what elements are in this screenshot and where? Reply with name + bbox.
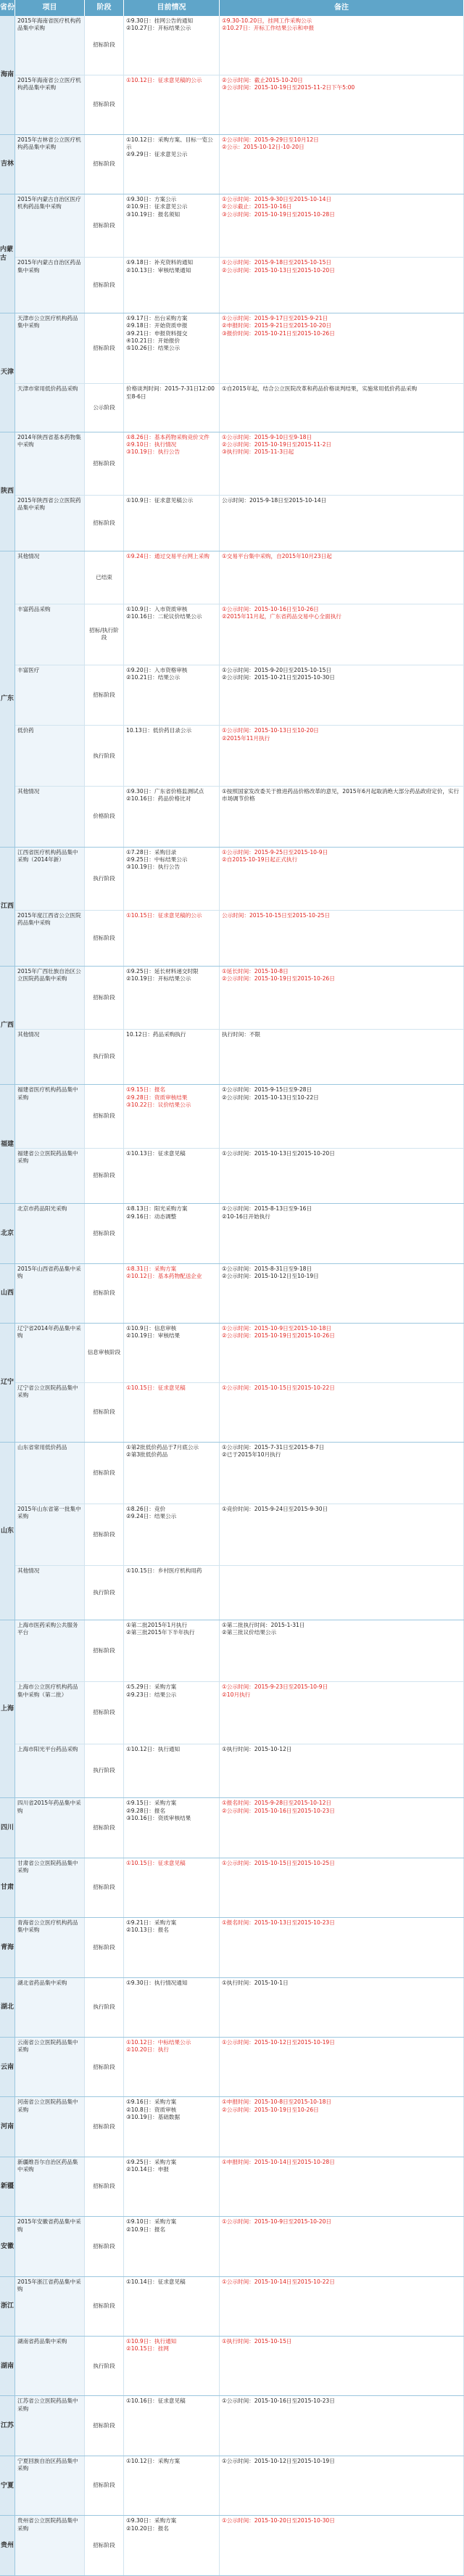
province-group xyxy=(0,1858,464,1918)
remark-cell: ①公示时间：2015-10-13日至10-20日 ②2015年11月执行 xyxy=(220,726,464,786)
province-cell: 福建 xyxy=(0,1085,15,1203)
province-cell: 宁夏 xyxy=(0,2456,15,2515)
project-cell: 福建省医疗机构药品集中采购 xyxy=(15,1085,85,1147)
province-cell: 贵州 xyxy=(0,2516,15,2575)
project-cell: 河南省公立医院药品集中采购 xyxy=(15,2097,85,2156)
progress-cell: ①10.16日：征求意见稿 xyxy=(124,2396,220,2455)
province-cell: 新疆 xyxy=(0,2157,15,2216)
project-cell: 贵州省公立医院药品集中采购 xyxy=(15,2516,85,2575)
province-group xyxy=(0,1204,464,1263)
stage-cell: 招标阶段 xyxy=(85,2277,124,2336)
project-cell: 2015年内蒙古自治区医疗机构药品集中采购 xyxy=(15,194,85,257)
project-cell: 上海市公立医疗机构药品集中采购（第二批） xyxy=(15,1682,85,1743)
project-cell: 丰富药品采购 xyxy=(15,604,85,665)
table-row xyxy=(15,1264,464,1323)
project-cell: 其他情况 xyxy=(15,787,85,847)
remark-cell: ①申报时间：2015-10-14日至2015-10-28日 xyxy=(220,2157,464,2216)
remark-cell: ①公示时间：2015-10-12日至2015-10-19日 xyxy=(220,2038,464,2096)
table-row xyxy=(15,1620,464,1681)
province-group xyxy=(0,2277,464,2337)
project-cell: 福建省公立医院药品集中采购 xyxy=(15,1149,85,1204)
project-cell: 2015年度江西省公立医院药品集中采购 xyxy=(15,911,85,966)
remark-cell: ①交易平台集中采购，自2015年10月23日起 xyxy=(220,551,464,604)
header-remark: 备注 xyxy=(220,0,464,16)
remark-cell: ①公示时间：2015-10-9日至2015-10-18日 ②公示时间：2015-10-19日至2015-10-26日 xyxy=(220,1324,464,1382)
table-row xyxy=(15,313,464,383)
table-row xyxy=(15,1744,464,1798)
stage-cell: 招标阶段 xyxy=(85,313,124,383)
remark-cell: ①公示时间：2015-8-13日至9-16日 ②10-16日开始执行 xyxy=(220,1204,464,1263)
progress-cell: ①10.15日：乡村医疗机构用药 xyxy=(124,1566,220,1620)
stage-cell: 招标阶段 xyxy=(85,665,124,726)
stage-cell: 执行阶段 xyxy=(85,1030,124,1085)
progress-cell: ①10.9日：信息审核 ②10.19日：审核结果 xyxy=(124,1324,220,1382)
project-cell: 2015年内蒙古自治区药品集中采购 xyxy=(15,258,85,313)
progress-cell: ①9.30日：挂网公告的通知 ②10.27日：开标结果公示 xyxy=(124,16,220,75)
progress-cell: ①10.15日：征求意见稿的公示 xyxy=(124,911,220,966)
progress-cell: ①10.12日：采购方案 xyxy=(124,2456,220,2515)
stage-cell: 招标阶段 xyxy=(85,194,124,257)
province-cell: 甘肃 xyxy=(0,1858,15,1917)
progress-cell: ①9.30日：方案公示 ②10.9日：征求意见公示 ③10.19日：报名须知 xyxy=(124,194,220,257)
table-row xyxy=(15,2217,464,2276)
progress-cell: ①8.26日：竞价 ②9.24日：结果公示 xyxy=(124,1504,220,1565)
remark-cell: ①公示时间：2015-10-13日至2015-10-20日 xyxy=(220,1149,464,1204)
province-cell: 江西 xyxy=(0,848,15,966)
province-cell: 云南 xyxy=(0,2038,15,2096)
progress-cell: ①9.25日：采购方案 ②10.14日：申报 xyxy=(124,2157,220,2216)
province-group xyxy=(0,1085,464,1204)
province-group xyxy=(0,1978,464,2038)
remark-cell: ①公示时间：2015-9-20日至2015-10-15日 ②公示时间：2015-10-21日至2015-10-30日 xyxy=(220,665,464,726)
stage-cell: 招标阶段 xyxy=(85,258,124,313)
project-cell: 上海市医药采购公共服务平台 xyxy=(15,1620,85,1681)
stage-cell: 招标阶段 xyxy=(85,16,124,75)
project-cell: 2015年广西壮族自治区公立医院药品集中采购 xyxy=(15,967,85,1029)
table-row xyxy=(15,2097,464,2156)
progress-cell: ①5.29日：采购方案 ②9.23日：结果公示 xyxy=(124,1682,220,1743)
progress-cell: ①第二批2015年1月执行 ②第三批2015年下半年执行 xyxy=(124,1620,220,1681)
progress-cell: ①9.30日：采购方案 ②10.20日：报名 xyxy=(124,2516,220,2575)
province-cell: 吉林 xyxy=(0,135,15,194)
stage-cell: 招标阶段 xyxy=(85,1264,124,1323)
remark-cell: 公示时间：2015-9-18日至2015-10-14日 xyxy=(220,496,464,551)
province-cell: 广东 xyxy=(0,551,15,847)
header-province: 省份 xyxy=(0,0,15,16)
remark-cell xyxy=(220,1566,464,1620)
province-group xyxy=(0,967,464,1086)
table-row xyxy=(15,1204,464,1263)
remark-cell: ①公示时间：2015-10-16日至2015-10-23日 xyxy=(220,2396,464,2455)
stage-cell: 招标阶段 xyxy=(85,1443,124,1504)
stage-cell: 招标阶段 xyxy=(85,1620,124,1681)
project-cell: 2015年山东省第一批集中采购 xyxy=(15,1504,85,1565)
remark-cell: ①报名时间：2015-10-13日至2015-10-23日 xyxy=(220,1918,464,1977)
stage-cell: 执行阶段 xyxy=(85,1566,124,1620)
project-cell: 2015年浙江省药品集中采购 xyxy=(15,2277,85,2336)
stage-cell: 招标阶段 xyxy=(85,496,124,551)
project-cell: 辽宁省公立医院药品集中采购 xyxy=(15,1383,85,1442)
project-cell: 2015年山西省药品集中采购 xyxy=(15,1264,85,1323)
province-group xyxy=(0,1918,464,1977)
remark-cell: ①公示时间：2015-9-23日至2015-10-9日 ②10月执行 xyxy=(220,1682,464,1743)
project-cell: 2015年吉林省公立医疗机构药品集中采购 xyxy=(15,135,85,194)
province-group xyxy=(0,1620,464,1798)
province-group xyxy=(0,194,464,313)
progress-cell: ①7.28日：采购目录 ②9.25日：中标结果公示 ③10.19日：执行公告 xyxy=(124,848,220,910)
project-cell: 丰富医疗 xyxy=(15,665,85,726)
province-group xyxy=(0,551,464,848)
remark-cell: ①公示时间：2015-9-17日至2015-9-21日 ②申报时间：2015-9-21日至2015-10-20日 ③报价时间：2015-10-21日至2015-10-26日 xyxy=(220,313,464,383)
project-cell: 其他情况 xyxy=(15,1030,85,1085)
province-cell: 北京 xyxy=(0,1204,15,1263)
progress-cell: ①9.24日：通过交易平台网上采购 xyxy=(124,551,220,604)
table-row xyxy=(15,1148,464,1204)
progress-cell: ①9.15日：采购方案 ②9.28日：报名 ③10.16日：资质审核结果 xyxy=(124,1798,220,1857)
stage-cell: 招标阶段 xyxy=(85,1504,124,1565)
table-row xyxy=(15,1681,464,1743)
table-row xyxy=(15,135,464,194)
remark-cell: ①公示时间：2015-8-31日至9-18日 ②公示时间：2015-10-12日至10-19日 xyxy=(220,1264,464,1323)
project-cell: 2015年海南省公立医疗机构药品集中采购 xyxy=(15,75,85,134)
province-group xyxy=(0,432,464,551)
province-cell: 浙江 xyxy=(0,2277,15,2336)
stage-cell: 执行阶段 xyxy=(85,1978,124,2037)
stage-cell: 招标阶段 xyxy=(85,1204,124,1263)
project-cell: 天津市常用低价药品采购 xyxy=(15,384,85,432)
table-row xyxy=(15,1565,464,1620)
remark-cell: ①公示时间：2015-9-30日至2015-10-14日 ②公示截止：2015-10-16日 ③公示时间：2015-10-19日至2015-10-28日 xyxy=(220,194,464,257)
progress-cell: 10.12日：药品采购执行 xyxy=(124,1030,220,1085)
project-cell: 宁夏回族自治区药品集中采购 xyxy=(15,2456,85,2515)
table-row xyxy=(15,1324,464,1382)
province-group xyxy=(0,2038,464,2097)
stage-cell: 招标阶段 xyxy=(85,967,124,1029)
stage-cell: 招标阶段 xyxy=(85,2456,124,2515)
table-row xyxy=(15,2516,464,2575)
remark-cell: ①公示时间：2015-9-15日至9-28日 ②公示时间：2015-10-13日至10-22日 xyxy=(220,1085,464,1147)
stage-cell: 招标阶段 xyxy=(85,1918,124,1977)
progress-cell: ①10.15日：征求意见稿 xyxy=(124,1383,220,1442)
table-row xyxy=(15,1918,464,1977)
table-row xyxy=(15,725,464,786)
table-row xyxy=(15,1978,464,2037)
remark-cell: ①执行时间：2015-10-12日 xyxy=(220,1744,464,1798)
remark-cell: ①公示时间：2015-10-15日至2015-10-25日 xyxy=(220,1858,464,1917)
province-group xyxy=(0,2456,464,2516)
progress-cell: ①9.16日：采购方案 ②10.8日：资质审核 ③10.19日：基础数据 xyxy=(124,2097,220,2156)
table-row xyxy=(15,1443,464,1504)
table-row xyxy=(15,16,464,75)
remark-cell: ①延长时间：2015-10-8日 ②公示时间：2015-10-19日至2015-10-26日 xyxy=(220,967,464,1029)
table-row xyxy=(15,75,464,134)
progress-cell: ①9.17日：出台采购方案 ②9.18日：开始资质申报 ③9.21日：申报资料提交 ④10.21日：开始报价 ⑤10.26日：结果公示 xyxy=(124,313,220,383)
progress-cell: ①9.10日：采购方案 ②10.9日：报名 xyxy=(124,2217,220,2276)
project-cell: 其他情况 xyxy=(15,1566,85,1620)
table-row xyxy=(15,2396,464,2455)
project-cell: 北京市药品阳光采购 xyxy=(15,1204,85,1263)
table-row xyxy=(15,194,464,257)
remark-cell: 公示时间：2015-10-15日至2015-10-25日 xyxy=(220,911,464,966)
stage-cell: 信息审核阶段 xyxy=(85,1324,124,1382)
province-group xyxy=(0,1324,464,1443)
stage-cell: 招标阶段 xyxy=(85,2217,124,2276)
province-cell: 江苏 xyxy=(0,2396,15,2455)
progress-cell: ①8.26日：基本药物采购竞价文件 ②9.10日：执行情况 ③10.19日：执行公告 xyxy=(124,432,220,495)
remark-cell: ①执行时间：2015-10-15日 xyxy=(220,2337,464,2395)
table-row xyxy=(15,257,464,313)
table-row xyxy=(15,848,464,910)
stage-cell: 招标阶段 xyxy=(85,1383,124,1442)
province-group xyxy=(0,313,464,432)
table-row xyxy=(15,1858,464,1917)
stage-cell: 招标阶段 xyxy=(85,2157,124,2216)
province-group xyxy=(0,2337,464,2396)
progress-cell: 10.13日：低价药目录公示 xyxy=(124,726,220,786)
remark-cell: ①公示时间：2015-10-20日至2015-10-30日 xyxy=(220,2516,464,2575)
remark-cell: ②公示时间：截止2015-10-20日 ③公示时间：2015-10-19日至2015-11-2日下午5:00 xyxy=(220,75,464,134)
remark-cell: ①公示时间：2015-9-10日至9-18日 ②公示时间：2015-10-19日至2015-11-2日 ③执行时间：2015-11-3日起 xyxy=(220,432,464,495)
stage-cell: 执行阶段 xyxy=(85,848,124,910)
province-cell: 上海 xyxy=(0,1620,15,1797)
progress-cell: ①9.25日：延长材料递交时限 ②10.19日：开标结果公示 xyxy=(124,967,220,1029)
province-group xyxy=(0,2157,464,2217)
table-row xyxy=(15,1504,464,1565)
stage-cell: 执行阶段 xyxy=(85,1744,124,1798)
project-cell: 2015年安徽省药品集中采购 xyxy=(15,2217,85,2276)
stage-cell: 招标阶段 xyxy=(85,1798,124,1857)
remark-cell: ①公示时间：2015-7-31日至2015-8-7日 ②已于2015年10月执行 xyxy=(220,1443,464,1504)
project-cell: 辽宁省2014年药品集中采购 xyxy=(15,1324,85,1382)
progress-cell: ①10.9日：征求意见稿公示 xyxy=(124,496,220,551)
remark-cell: ①公示时间：2015-9-18日至2015-10-15日 ②公示时间：2015-10-13日至2015-10-20日 xyxy=(220,258,464,313)
province-group xyxy=(0,16,464,135)
remark-cell: ①按照国家发改委关于推进药品价格改革的意见，2015年6月起取消绝大部分药品政府定价，实行市场调节价格 xyxy=(220,787,464,847)
project-cell: 上海市阳光平台药品采购 xyxy=(15,1744,85,1798)
province-group xyxy=(0,1264,464,1324)
stage-cell: 招标阶段 xyxy=(85,1085,124,1147)
province-cell: 河南 xyxy=(0,2097,15,2156)
table-row xyxy=(15,2277,464,2336)
stage-cell: 招标阶段 xyxy=(85,135,124,194)
province-cell: 海南 xyxy=(0,16,15,134)
province-cell: 湖南 xyxy=(0,2337,15,2395)
table-row xyxy=(15,665,464,726)
stage-cell: 公示阶段 xyxy=(85,384,124,432)
province-group xyxy=(0,1443,464,1620)
province-cell: 湖北 xyxy=(0,1978,15,2037)
header-progress: 目前情况 xyxy=(124,0,220,16)
project-cell: 青海省公立医疗机构药品集中采购 xyxy=(15,1918,85,1977)
remark-cell: ①公示时间：2015-10-14日至2015-10-22日 xyxy=(220,2277,464,2336)
remark-cell: ①第二批执行时间：2015-1-31日 ②第三批议价结果公示 xyxy=(220,1620,464,1681)
remark-cell: 执行时间：不限 xyxy=(220,1030,464,1085)
project-cell: 2015年海南省医疗机构药品集中采购 xyxy=(15,16,85,75)
header-project: 项目 xyxy=(15,0,85,16)
remark-cell: ①公示时间：2015-10-15日至2015-10-22日 xyxy=(220,1383,464,1442)
table-row xyxy=(15,432,464,495)
stage-cell: 招标阶段 xyxy=(85,1682,124,1743)
header-stage: 阶段 xyxy=(85,0,124,16)
province-group xyxy=(0,2516,464,2575)
stage-cell: 招标阶段 xyxy=(85,2097,124,2156)
progress-cell: ①10.12日：执行通知 xyxy=(124,1744,220,1798)
project-cell: 新疆维吾尔自治区药品集中采购 xyxy=(15,2157,85,2216)
stage-cell: 招标阶段 xyxy=(85,911,124,966)
table-row xyxy=(15,910,464,966)
province-cell: 四川 xyxy=(0,1798,15,1857)
remark-cell: ①公示时间：2015-10-16日至10-26日 ②2015年11月起，广东省药品交易中心全面执行 xyxy=(220,604,464,665)
remark-cell: ①公示时间：2015-9-29日至10月12日 ②公示：2015-10-12日-10-20日 xyxy=(220,135,464,194)
table-row xyxy=(15,786,464,847)
table-header xyxy=(0,0,464,16)
table-row xyxy=(15,2157,464,2216)
progress-cell: ①10.12日：中标结果公示 ②10.20日：执行 xyxy=(124,2038,220,2096)
province-cell: 天津 xyxy=(0,313,15,432)
table-row xyxy=(15,551,464,604)
stage-cell: 招标/执行阶段 xyxy=(85,604,124,665)
table-row xyxy=(15,1382,464,1442)
progress-cell: ①第2批低价药品于7月底公示 ②第3批低价药品 xyxy=(124,1443,220,1504)
table-row xyxy=(15,2456,464,2515)
project-cell: 低价药 xyxy=(15,726,85,786)
progress-cell: ①8.31日：采购方案 ②10.12日：基本药物配送企业 xyxy=(124,1264,220,1323)
project-cell: 江西省医疗机构药品集中采购（2014年新） xyxy=(15,848,85,910)
progress-cell: ①9.15日：报名 ②9.28日：资质审核结果 ③10.22日：议价结果公示 xyxy=(124,1085,220,1147)
progress-cell: ①10.9日：入市资质审核 ②10.16日：二轮议价结果公示 xyxy=(124,604,220,665)
project-cell: 湖南省药品集中采购 xyxy=(15,2337,85,2395)
progress-cell: ①10.12日：征求意见稿的公示 xyxy=(124,75,220,134)
progress-cell: 价格谈判时间：2015-7-31日12:00至8-6日 xyxy=(124,384,220,432)
stage-cell: 招标阶段 xyxy=(85,2396,124,2455)
remark-cell: ①申报时间：2015-10-8日至2015-10-18日 ②公示时间：2015-10-19日至10-26日 xyxy=(220,2097,464,2156)
table-row xyxy=(15,2337,464,2395)
project-cell: 山东省常用低价药品 xyxy=(15,1443,85,1504)
table-row xyxy=(15,1085,464,1147)
province-cell: 内蒙古 xyxy=(0,194,15,313)
progress-cell: ①9.30日：执行情况通知 xyxy=(124,1978,220,2037)
table-row xyxy=(15,967,464,1029)
stage-cell: 招标阶段 xyxy=(85,1858,124,1917)
progress-cell: ①10.12日：采购方案、目标一览公示 ②9.29日：征求意见公示 xyxy=(124,135,220,194)
table-row xyxy=(15,2038,464,2096)
stage-cell: 执行阶段 xyxy=(85,726,124,786)
remark-cell: ①公示时间：2015-10-12日至2015-10-19日 xyxy=(220,2456,464,2515)
project-cell: 江苏省公立医院药品集中采购 xyxy=(15,2396,85,2455)
table-body xyxy=(0,16,464,2576)
province-group xyxy=(0,1798,464,1858)
table-row xyxy=(15,604,464,665)
province-group xyxy=(0,2217,464,2276)
remark-cell: ①公示时间：2015-10-9日至2015-10-20日 xyxy=(220,2217,464,2276)
remark-cell: ①报名时间：2015-9-28日至2015-10-12日 ②公示时间：2015-10-16日至2015-10-23日 xyxy=(220,1798,464,1857)
progress-cell: ①10.9日：执行通知 ②10.15日：挂网 xyxy=(124,2337,220,2395)
project-cell: 湖北省药品集中采购 xyxy=(15,1978,85,2037)
remark-cell: ①自2015年起，结合公立医院改革和药品价格谈判结果，实施常用低价药品采购 xyxy=(220,384,464,432)
province-cell: 安徽 xyxy=(0,2217,15,2276)
stage-cell: 招标阶段 xyxy=(85,1149,124,1204)
stage-cell: 执行阶段 xyxy=(85,2337,124,2395)
province-cell: 广西 xyxy=(0,967,15,1085)
progress-cell: ①9.20日：入市资格审核 ②10.21日：结果公示 xyxy=(124,665,220,726)
stage-cell: 招标阶段 xyxy=(85,2038,124,2096)
table-row xyxy=(15,495,464,551)
stage-cell: 招标阶段 xyxy=(85,2516,124,2575)
table-row xyxy=(15,1798,464,1857)
province-cell: 山西 xyxy=(0,1264,15,1323)
progress-cell: ①9.30日：广东省价格监测试点 ②10.16日：药品价格比对 xyxy=(124,787,220,847)
stage-cell: 招标阶段 xyxy=(85,75,124,134)
remark-cell: ①竞价时间：2015-9-24日至2015-9-30日 xyxy=(220,1504,464,1565)
progress-cell: ①9.21日：采购方案 ②10.13日：报名 xyxy=(124,1918,220,1977)
progress-cell: ①8.13日：阳光采购方案 ②9.16日：动态调整 xyxy=(124,1204,220,1263)
province-group xyxy=(0,2097,464,2157)
progress-cell: ①10.15日：征求意见稿 xyxy=(124,1858,220,1917)
progress-cell: ①10.13日：征求意见稿 xyxy=(124,1149,220,1204)
remark-cell: ①执行时间：2015-10-1日 xyxy=(220,1978,464,2037)
project-cell: 其他情况 xyxy=(15,551,85,604)
province-group xyxy=(0,2396,464,2456)
project-cell: 天津市公立医疗机构药品集中采购 xyxy=(15,313,85,383)
stage-cell: 招标阶段 xyxy=(85,432,124,495)
stage-cell: 价格阶段 xyxy=(85,787,124,847)
province-group xyxy=(0,135,464,194)
stage-cell: 已结束 xyxy=(85,551,124,604)
remark-cell: ①9.30-10.20日，挂网工作采购公示 ②10.27日：开标工作结果公示和申报 xyxy=(220,16,464,75)
province-cell: 辽宁 xyxy=(0,1324,15,1442)
province-group xyxy=(0,848,464,967)
project-cell: 2015年陕西省公立医院药品集中采购 xyxy=(15,496,85,551)
project-cell: 云南省公立医院药品集中采购 xyxy=(15,2038,85,2096)
province-cell: 陕西 xyxy=(0,432,15,551)
table-row xyxy=(15,1029,464,1085)
project-cell: 甘肃省公立医院药品集中采购 xyxy=(15,1858,85,1917)
province-cell: 山东 xyxy=(0,1443,15,1620)
project-cell: 2014年陕西省基本药物集中采购 xyxy=(15,432,85,495)
project-cell: 四川省2015年药品集中采购 xyxy=(15,1798,85,1857)
progress-cell: ①10.14日：征求意见稿 xyxy=(124,2277,220,2336)
table-row xyxy=(15,383,464,432)
province-cell: 青海 xyxy=(0,1918,15,1977)
progress-cell: ①9.18日：补充资料的通知 ②10.13日：审核结果通知 xyxy=(124,258,220,313)
remark-cell: ①公示时间：2015-9-25日至2015-10-9日 ②自2015-10-19日起正式执行 xyxy=(220,848,464,910)
